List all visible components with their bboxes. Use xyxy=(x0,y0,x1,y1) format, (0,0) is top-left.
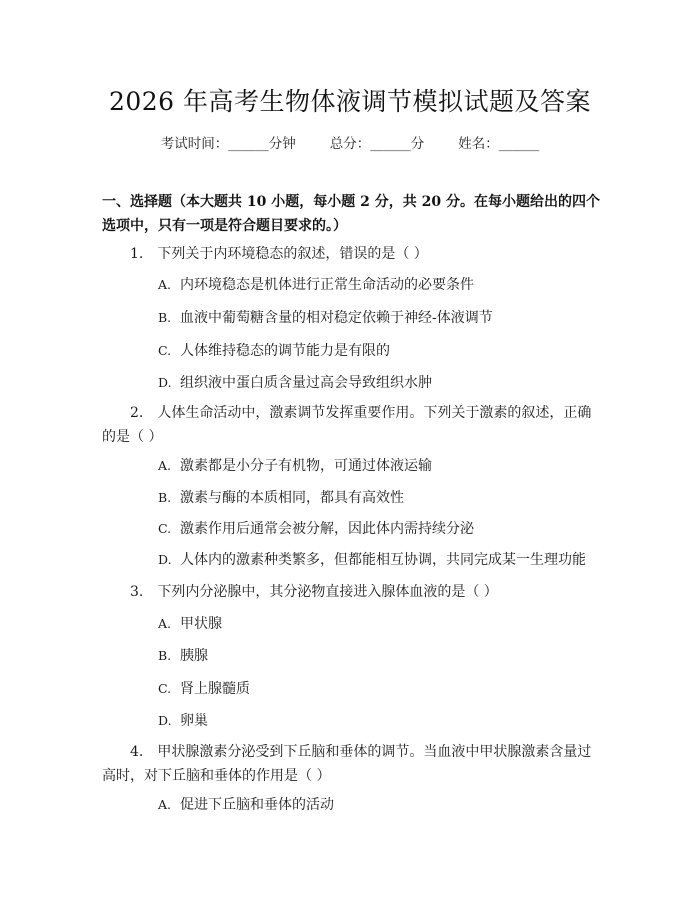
option-letter: B. xyxy=(158,648,172,663)
question-stem: 下列内分泌腺中，其分泌物直接进入腺体血液的是（ ） xyxy=(157,584,498,600)
question-2 xyxy=(102,401,602,449)
option-1d xyxy=(158,373,598,393)
option-1a xyxy=(158,275,598,295)
option-text: 内环境稳态是机体进行正常生命活动的必要条件 xyxy=(180,277,474,293)
question-stem: 下列关于内环境稳态的叙述，错误的是（ ） xyxy=(157,246,428,262)
question-number: 3. xyxy=(130,584,144,600)
option-2b xyxy=(158,488,598,508)
exam-time-field: 考试时间：______分钟 xyxy=(160,136,296,152)
option-3a xyxy=(158,614,598,634)
option-text: 卵巢 xyxy=(180,713,208,729)
option-letter: D. xyxy=(158,713,172,728)
option-text: 血液中葡萄糖含量的相对稳定依赖于神经-体液调节 xyxy=(180,310,493,326)
option-text: 人体内的激素种类繁多，但都能相互协调，共同完成某一生理功能 xyxy=(180,552,586,568)
option-letter: A. xyxy=(158,458,172,473)
question-number: 2. xyxy=(130,405,144,421)
option-letter: A. xyxy=(158,797,172,812)
option-text: 激素作用后通常会被分解，因此体内需持续分泌 xyxy=(180,521,474,537)
section-heading-choice: 一、选择题（本大题共 10 小题，每小题 2 分，共 20 分。在每小题给出的四个选项中，只有一项是符合题目要求的。） xyxy=(102,194,600,234)
option-1b xyxy=(158,308,598,328)
option-letter: C. xyxy=(158,343,172,358)
question-number: 1. xyxy=(130,246,144,262)
option-3c xyxy=(158,679,598,699)
student-name-field: 姓名：______ xyxy=(458,136,540,152)
option-4a xyxy=(158,795,598,815)
option-2c xyxy=(158,519,598,539)
question-stem: 人体生命活动中，激素调节发挥重要作用。下列关于激素的叙述，正确的是（ ） xyxy=(102,405,592,445)
question-number: 4. xyxy=(130,744,144,760)
option-letter: B. xyxy=(158,310,172,325)
option-letter: C. xyxy=(158,521,172,536)
option-text: 肾上腺髓质 xyxy=(180,681,250,697)
option-letter: B. xyxy=(158,490,172,505)
option-letter: D. xyxy=(158,552,172,567)
option-letter: C. xyxy=(158,681,172,696)
option-2d xyxy=(158,550,598,570)
option-1c xyxy=(158,341,598,361)
question-3 xyxy=(102,580,602,604)
option-2a xyxy=(158,456,598,476)
option-3b xyxy=(158,646,598,666)
option-text: 胰腺 xyxy=(180,648,208,664)
total-score-field: 总分：______分 xyxy=(329,136,425,152)
question-1 xyxy=(102,242,602,266)
question-4 xyxy=(102,740,602,788)
option-text: 人体维持稳态的调节能力是有限的 xyxy=(180,343,390,359)
option-3d xyxy=(158,711,598,731)
question-stem: 甲状腺激素分泌受到下丘脑和垂体的调节。当血液中甲状腺激素含量过高时，对下丘脑和垂体的作用是（ ） xyxy=(102,744,592,784)
option-text: 甲状腺 xyxy=(180,616,222,632)
option-text: 组织液中蛋白质含量过高会导致组织水肿 xyxy=(180,375,432,391)
option-text: 激素与酶的本质相同，都具有高效性 xyxy=(180,490,404,506)
option-text: 激素都是小分子有机物，可通过体液运输 xyxy=(180,458,432,474)
option-letter: A. xyxy=(158,616,172,631)
option-letter: D. xyxy=(158,375,172,390)
exam-info-line xyxy=(0,132,700,152)
option-letter: A. xyxy=(158,277,172,292)
page-title: 2026 年高考生物体液调节模拟试题及答案 xyxy=(108,87,592,116)
option-text: 促进下丘脑和垂体的活动 xyxy=(180,797,334,813)
